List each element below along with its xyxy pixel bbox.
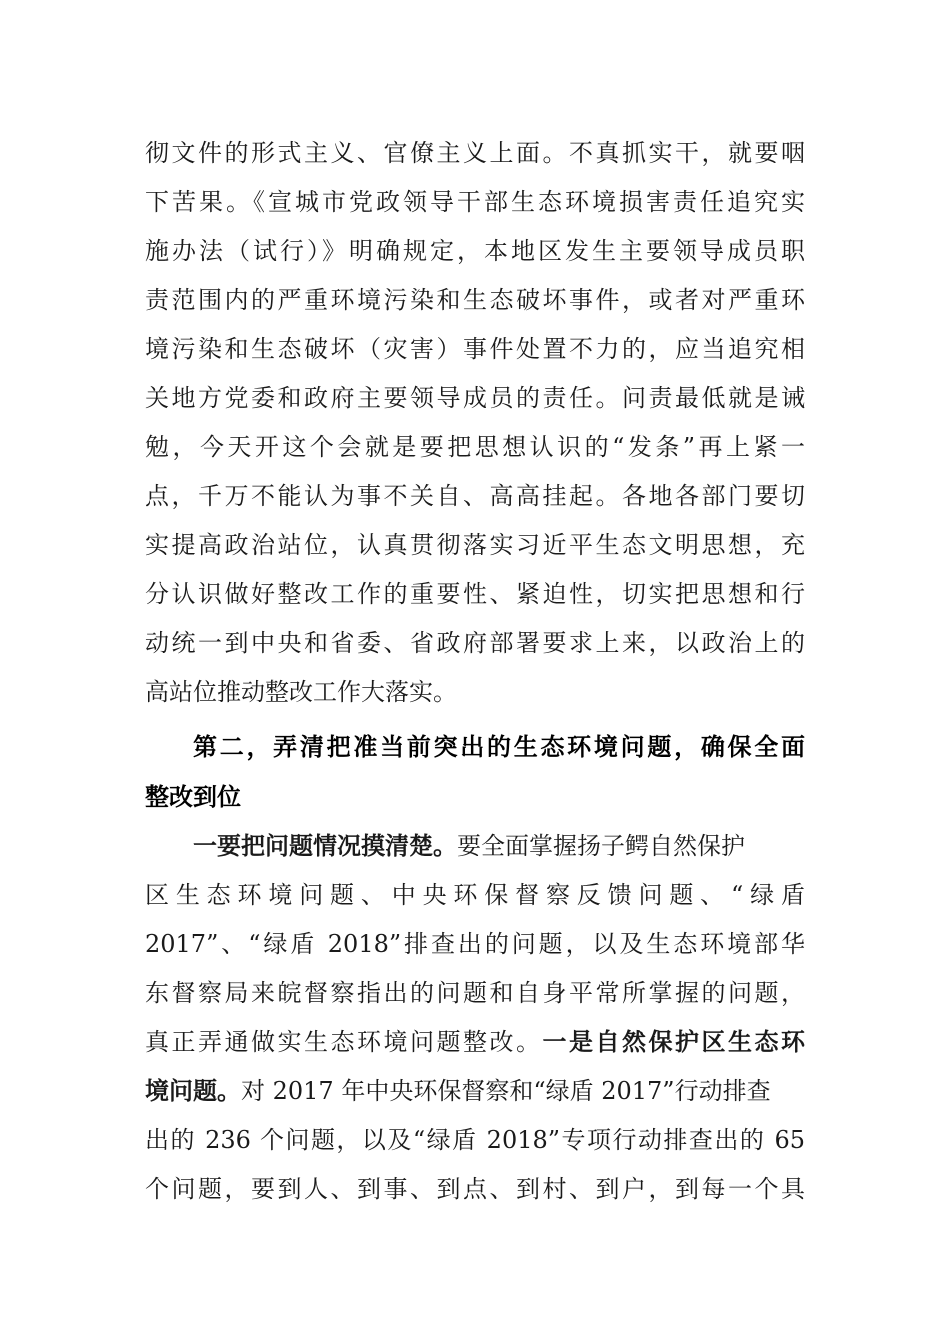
paragraph-2-line-5 xyxy=(145,1027,805,1057)
paragraph-2-line-1 xyxy=(193,831,805,861)
paragraph-2-line-6-text: 对 2017 年中央环保督察和“绿盾 2017”行动排查 xyxy=(241,1077,771,1105)
body-line-7: 勉，今天开这个会就是要把思想认识的“发条”再上紧一 xyxy=(145,433,805,461)
body-line-2: 下苦果。《宣城市党政领导干部生态环境损害责任追究实 xyxy=(145,188,805,216)
body-line-9: 实提高政治站位，认真贯彻落实习近平生态文明思想，充 xyxy=(145,531,805,559)
paragraph-2-line-1-text: 要全面掌握扬子鳄自然保护 xyxy=(457,832,745,860)
paragraph-2-line-4: 东督察局来皖督察指出的问题和自身平常所掌握的问题， xyxy=(145,979,805,1007)
paragraph-2-line-6 xyxy=(145,1076,805,1106)
paragraph-2-line-8: 个问题，要到人、到事、到点、到村、到户，到每一个具 xyxy=(145,1175,805,1203)
body-line-4: 责范围内的严重环境污染和生态破坏事件，或者对严重环 xyxy=(145,286,805,314)
section-heading-line-1: 第二，弄清把准当前突出的生态环境问题，确保全面 xyxy=(193,733,805,761)
body-line-11: 动统一到中央和省委、省政府部署要求上来，以政治上的 xyxy=(145,629,805,657)
paragraph-2-line-5-text: 真正弄通做实生态环境问题整改。 xyxy=(145,1028,543,1056)
body-line-12: 高站位推动整改工作大落实。 xyxy=(145,678,457,706)
body-line-1: 彻文件的形式主义、官僚主义上面。不真抓实干，就要咽 xyxy=(145,139,805,167)
section-heading-line-2: 整改到位 xyxy=(145,783,241,811)
body-line-8: 点，千万不能认为事不关自、高高挂起。各地各部门要切 xyxy=(145,482,805,510)
subpoint-title: 一要把问题情况摸清楚。 xyxy=(193,832,457,860)
paragraph-2-line-3: 2017”、“绿盾 2018”排查出的问题，以及生态环境部华 xyxy=(145,930,805,958)
paragraph-2-line-7: 出的 236 个问题，以及“绿盾 2018”专项行动排查出的 65 xyxy=(145,1126,805,1154)
paragraph-2-line-2: 区生态环境问题、中央环保督察反馈问题、“绿盾 xyxy=(145,881,805,909)
body-line-6: 关地方党委和政府主要领导成员的责任。问责最低就是诫 xyxy=(145,384,805,412)
subitem-title-part-2: 境问题。 xyxy=(145,1077,241,1105)
subitem-title-part-1: 一是自然保护区生态环 xyxy=(542,1028,805,1056)
body-line-5: 境污染和生态破坏（灾害）事件处置不力的，应当追究相 xyxy=(145,335,805,363)
body-line-3: 施办法（试行）》明确规定，本地区发生主要领导成员职 xyxy=(145,237,805,265)
body-line-10: 分认识做好整改工作的重要性、紧迫性，切实把思想和行 xyxy=(145,580,805,608)
